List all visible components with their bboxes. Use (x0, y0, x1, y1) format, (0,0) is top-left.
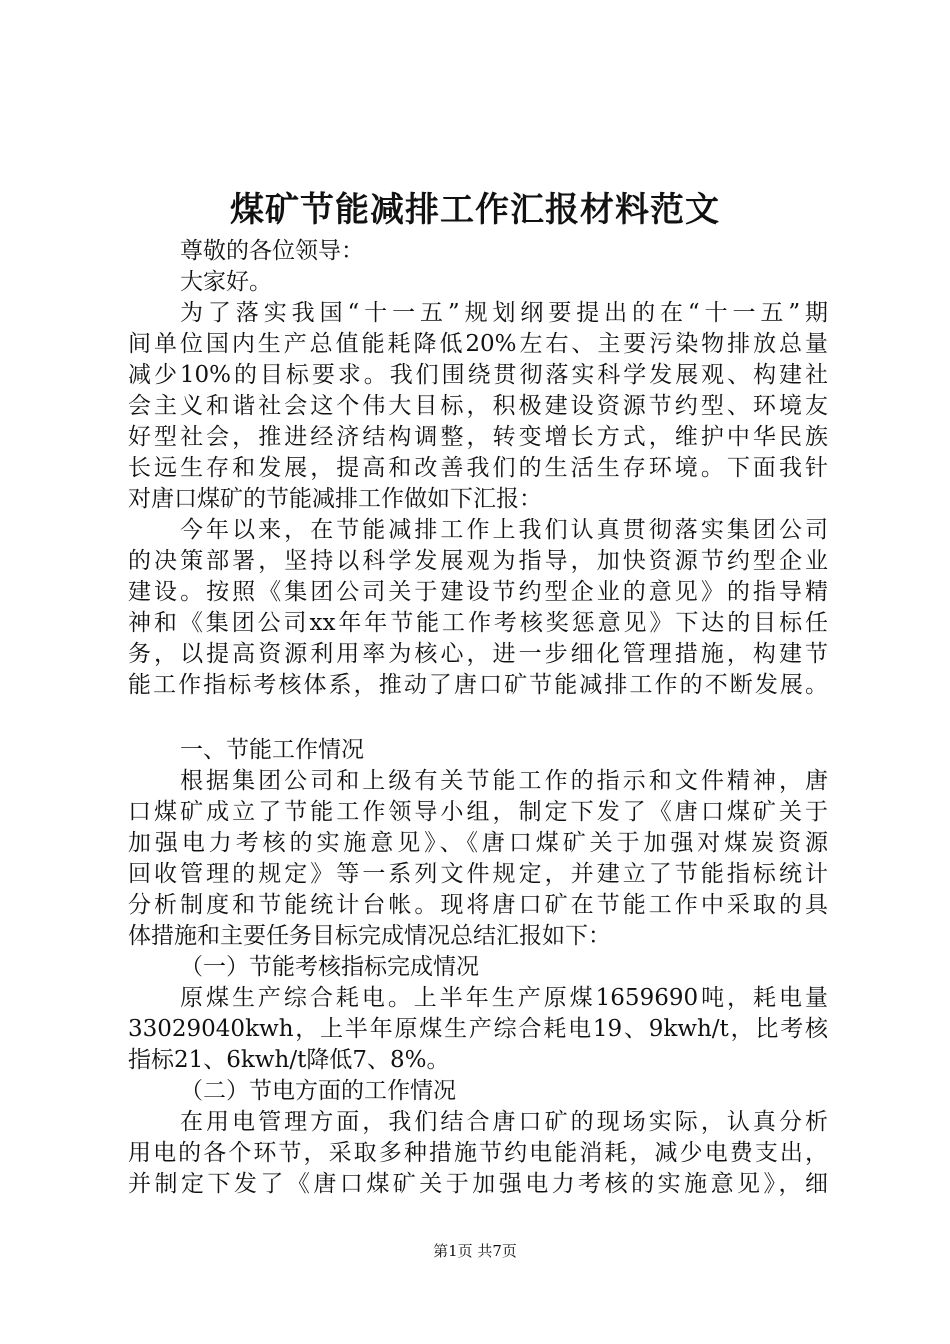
paragraph-line: 建设。按照《集团公司关于建设节约型企业的意见》的指导精 (128, 579, 828, 605)
paragraph-line: 回收管理的规定》等一系列文件规定，并建立了节能指标统计 (128, 861, 828, 887)
paragraph-gap (128, 701, 828, 735)
paragraph-line: 能工作指标考核体系，推动了唐口矿节能减排工作的不断发展。 (128, 672, 828, 698)
paragraph-line: 间单位国内生产总值能耗降低20%左右、主要污染物排放总量 (128, 331, 828, 357)
paragraph-line: 指标21、6kwh/t降低7、8%。 (128, 1047, 450, 1073)
paragraph-line: 根据集团公司和上级有关节能工作的指示和文件精神，唐 (180, 768, 828, 794)
document-body (128, 236, 828, 1200)
paragraph-line: 对唐口煤矿的节能减排工作做如下汇报： (128, 486, 542, 512)
paragraph-line: 并制定下发了《唐口煤矿关于加强电力考核的实施意见》，细 (128, 1171, 828, 1197)
greeting-line: 大家好。 (180, 269, 272, 295)
subsection-heading: （二）节电方面的工作情况 (180, 1078, 456, 1104)
paragraph-line: 33029040kwh，上半年原煤生产综合耗电19、9kwh/t，比考核 (128, 1016, 828, 1042)
document-title: 煤矿节能减排工作汇报材料范文 (230, 190, 720, 230)
paragraph-line: 好型社会，推进经济结构调整，转变增长方式，维护中华民族 (128, 424, 828, 450)
page-number-footer: 第1页 共7页 (433, 1242, 517, 1260)
paragraph-line: 加强电力考核的实施意见》、《唐口煤矿关于加强对煤炭资源 (128, 830, 828, 856)
paragraph-line: 今年以来，在节能减排工作上我们认真贯彻落实集团公司 (180, 517, 828, 543)
salutation-line: 尊敬的各位领导： (180, 238, 364, 264)
paragraph-line: 长远生存和发展，提高和改善我们的生活生存环境。下面我针 (128, 455, 828, 481)
paragraph-line: 用电的各个环节，采取多种措施节约电能消耗，减少电费支出， (128, 1140, 828, 1166)
paragraph-line: 减少10%的目标要求。我们围绕贯彻落实科学发展观、构建社 (128, 362, 828, 388)
paragraph-line: 口煤矿成立了节能工作领导小组，制定下发了《唐口煤矿关于 (128, 799, 828, 825)
paragraph-line: 的决策部署，坚持以科学发展观为指导，加快资源节约型企业 (128, 548, 828, 574)
section-heading: 一、节能工作情况 (180, 737, 364, 763)
paragraph-line: 体措施和主要任务目标完成情况总结汇报如下： (128, 923, 611, 949)
paragraph-line: 在用电管理方面，我们结合唐口矿的现场实际，认真分析 (180, 1109, 828, 1135)
paragraph-line: 会主义和谐社会这个伟大目标，积极建设资源节约型、环境友 (128, 393, 828, 419)
paragraph-line: 务，以提高资源利用率为核心，进一步细化管理措施，构建节 (128, 641, 828, 667)
subsection-heading: （一）节能考核指标完成情况 (180, 954, 479, 980)
paragraph-line: 原煤生产综合耗电。上半年生产原煤1659690吨，耗电量 (180, 985, 828, 1011)
paragraph-line: 神和《集团公司xx年年节能工作考核奖惩意见》下达的目标任 (128, 610, 828, 636)
paragraph-line: 分析制度和节能统计台帐。现将唐口矿在节能工作中采取的具 (128, 892, 828, 918)
paragraph-line: 为了落实我国“十一五”规划纲要提出的在“十一五”期 (180, 300, 828, 326)
